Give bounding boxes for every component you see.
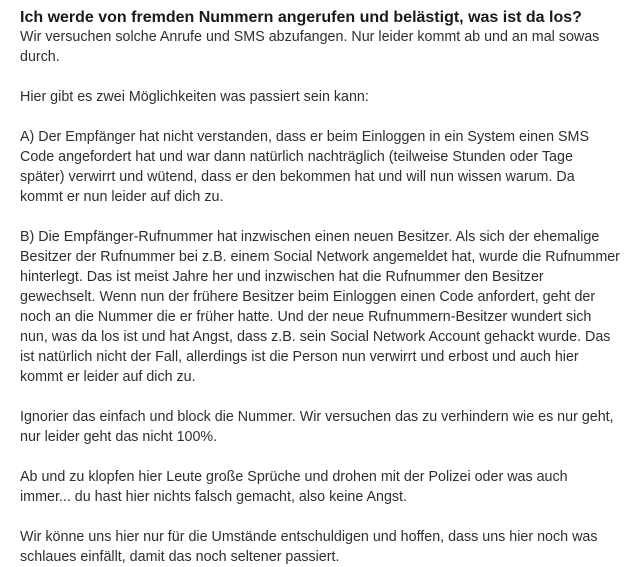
faq-answer-reassurance: Ab und zu klopfen hier Leute große Sprüche und drohen mit der Polizei oder was auch immer... du hast hier nichts falsch gemacht, also keine Angst. — [20, 469, 568, 505]
faq-answer-option-b: B) Die Empfänger-Rufnummer hat inzwischen einen neuen Besitzer. Als sich der ehemalige Besitzer der Rufnummer bei z.B. einem Social Network angemeldet hat, wurde die Rufnummer hinterlegt. Das ist meist Jahre her und inzwischen hat die Rufnummer den Besitzer gewechselt. Wenn nun der frühere Besitzer beim Einloggen einen Code anfordert, geht der noch an die Nummer die er früher hatte. Und der neue Rufnummern-Besitzer wundert sich nun, was da los ist und hat Angst, dass z.B. sein Social Network Account gehackt wurde. Das ist natürlich nicht der Fall, allerdings ist die Person nun verwirrt und erbost und auch hier kommt er leider auf dich zu. — [20, 229, 620, 385]
faq-answer-advice: Ignorier das einfach und block die Nummer. Wir versuchen das zu verhindern wie es nur geht, nur leider geht das nicht 100%. — [20, 409, 614, 445]
faq-answer-possibilities-lead: Hier gibt es zwei Möglichkeiten was passiert sein kann: — [20, 89, 369, 105]
faq-answer-intro: Wir versuchen solche Anrufe und SMS abzufangen. Nur leider kommt ab und an mal sowas durch. — [20, 29, 600, 65]
faq-answer-apology: Wir könne uns hier nur für die Umstände entschuldigen und hoffen, dass uns hier noch was schlaues einfällt, damit das noch seltener passiert. — [20, 529, 598, 565]
faq-answer-option-a: A) Der Empfänger hat nicht verstanden, dass er beim Einloggen in ein System einen SMS Code angefordert hat und war dann natürlich nachträglich (teilweise Stunden oder Tage später) verwirrt und wütend, dass er den bekommen hat und will nun wissen warum. Da kommt er nun leider auf dich zu. — [20, 129, 589, 205]
faq-question-title: Ich werde von fremden Nummern angerufen und belästigt, was ist da los? — [20, 9, 582, 26]
faq-article — [20, 8, 620, 567]
